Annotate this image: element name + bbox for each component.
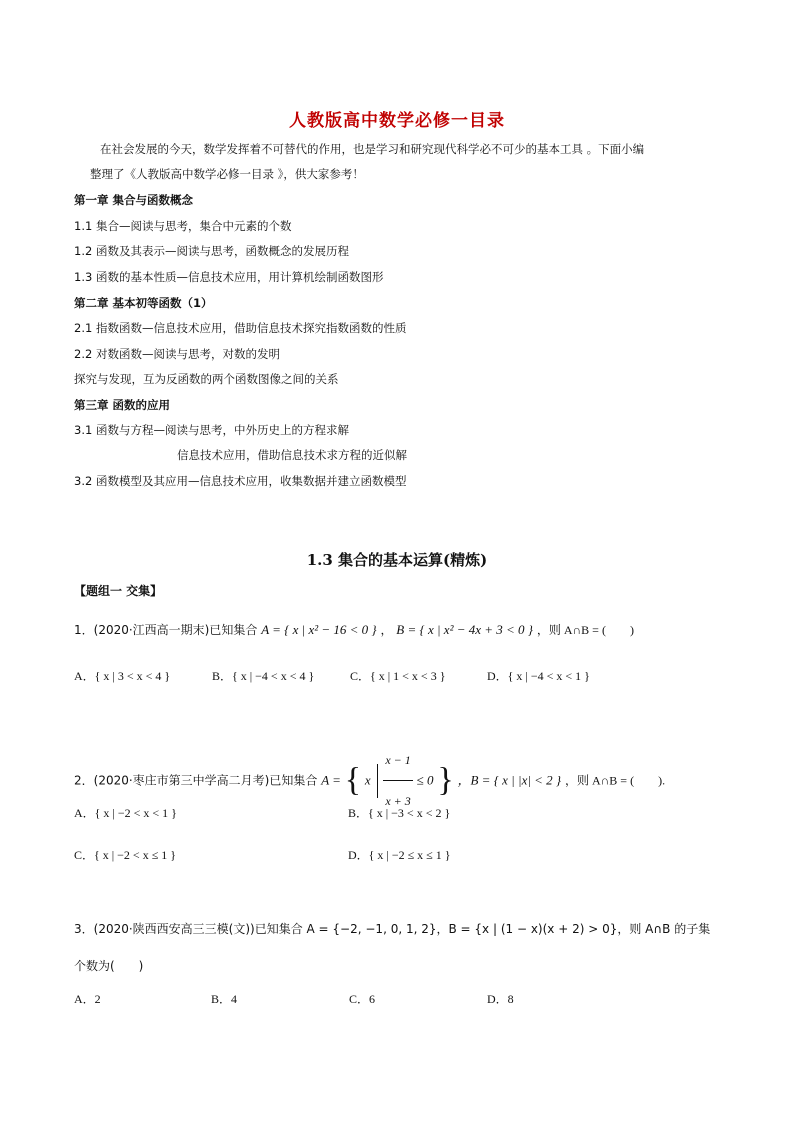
q2-a-x: x	[364, 772, 371, 788]
page-title: 人教版高中数学必修一目录	[289, 111, 505, 131]
toc-line: 第二章 基本初等函数（1）	[74, 296, 213, 310]
intro-line-2: 整理了《人教版高中数学必修一目录 》，供大家参考！	[90, 167, 364, 181]
toc-line: 第一章 集合与函数概念	[74, 193, 194, 207]
q2-left-brace: {	[344, 761, 362, 799]
question-3-stem-line-2: 个数为( )	[74, 959, 144, 973]
q2-bar	[377, 764, 378, 798]
q2-right-brace: }	[437, 761, 454, 799]
q2-a-rel: ≤ 0	[416, 772, 434, 788]
q2-option-a: A．{ x | −2 < x < 1 }	[74, 806, 177, 820]
section-title: 1.3 集合的基本运算(精炼)	[306, 551, 488, 569]
q2-option-d: D．{ x | −2 ≤ x ≤ 1 }	[348, 848, 451, 862]
toc-line: 3.2 函数模型及其应用—信息技术应用，收集数据并建立函数模型	[74, 474, 407, 488]
toc-line: 1.3 函数的基本性质—信息技术应用，用计算机绘制函数图形	[74, 270, 384, 284]
q2-option-b: B．{ x | −3 < x < 2 }	[348, 806, 451, 820]
toc-line: 信息技术应用，借助信息技术求方程的近似解	[177, 448, 407, 462]
q2-prefix: 2．(2020·枣庄市第三中学高二月考)已知集合	[74, 773, 318, 788]
q1-comma: ，	[380, 623, 393, 637]
q3-option-d: D．8	[487, 992, 514, 1006]
q2-a-lhs: A =	[321, 772, 341, 788]
q1-set-b: B = { x | x² − 4x + 3 < 0 }	[396, 622, 534, 637]
toc-line: 第三章 函数的应用	[74, 398, 171, 412]
q1-set-a: A = { x | x² − 16 < 0 }	[261, 622, 377, 637]
toc-line: 探究与发现，互为反函数的两个函数图像之间的关系	[74, 372, 339, 386]
q1-suffix: ，则 A∩B = ( )	[536, 623, 634, 637]
q1-option-a: A．{ x | 3 < x < 4 }	[74, 669, 171, 683]
q1-option-b: B．{ x | −4 < x < 4 }	[212, 669, 315, 683]
q3-option-a: A．2	[74, 992, 101, 1006]
q1-prefix: 1．(2020·江西高一期末)已知集合	[74, 623, 258, 637]
q2-frac-num: x − 1	[383, 740, 412, 781]
q1-option-d: D．{ x | −4 < x < 1 }	[487, 669, 590, 683]
toc-line: 1.1 集合—阅读与思考，集合中元素的个数	[74, 219, 292, 233]
question-3-stem-line-1: 3．(2020·陕西西安高三三模(文))已知集合 A = {−2, −1, 0, 1, 2}，B = {x | (1 − x)(x + 2) > 0}，则 A∩B 的子集	[74, 922, 711, 936]
question-2-stem	[74, 740, 666, 808]
q2-suffix: ，则 A∩B = ( ).	[564, 773, 666, 788]
question-1-stem	[74, 622, 634, 638]
toc-line: 3.1 函数与方程—阅读与思考，中外历史上的方程求解	[74, 423, 349, 437]
intro-line-1: 在社会发展的今天，数学发挥着不可替代的作用，也是学习和研究现代科学必不可少的基本工具 。下面小编	[100, 142, 645, 156]
toc-line: 2.2 对数函数—阅读与思考，对数的发明	[74, 347, 280, 361]
q3-option-b: B．4	[211, 992, 238, 1006]
q2-frac-den: x + 3	[385, 794, 411, 808]
toc-line: 1.2 函数及其表示—阅读与思考，函数概念的发展历程	[74, 244, 349, 258]
toc-line: 2.1 指数函数—信息技术应用，借助信息技术探究指数函数的性质	[74, 321, 407, 335]
q2-option-c: C．{ x | −2 < x ≤ 1 }	[74, 848, 177, 862]
group-title: 【题组一 交集】	[74, 584, 163, 598]
q2-set-b: ，B = { x | |x| < 2 }	[457, 772, 562, 788]
q1-option-c: C．{ x | 1 < x < 3 }	[350, 669, 446, 683]
q3-option-c: C．6	[349, 992, 376, 1006]
